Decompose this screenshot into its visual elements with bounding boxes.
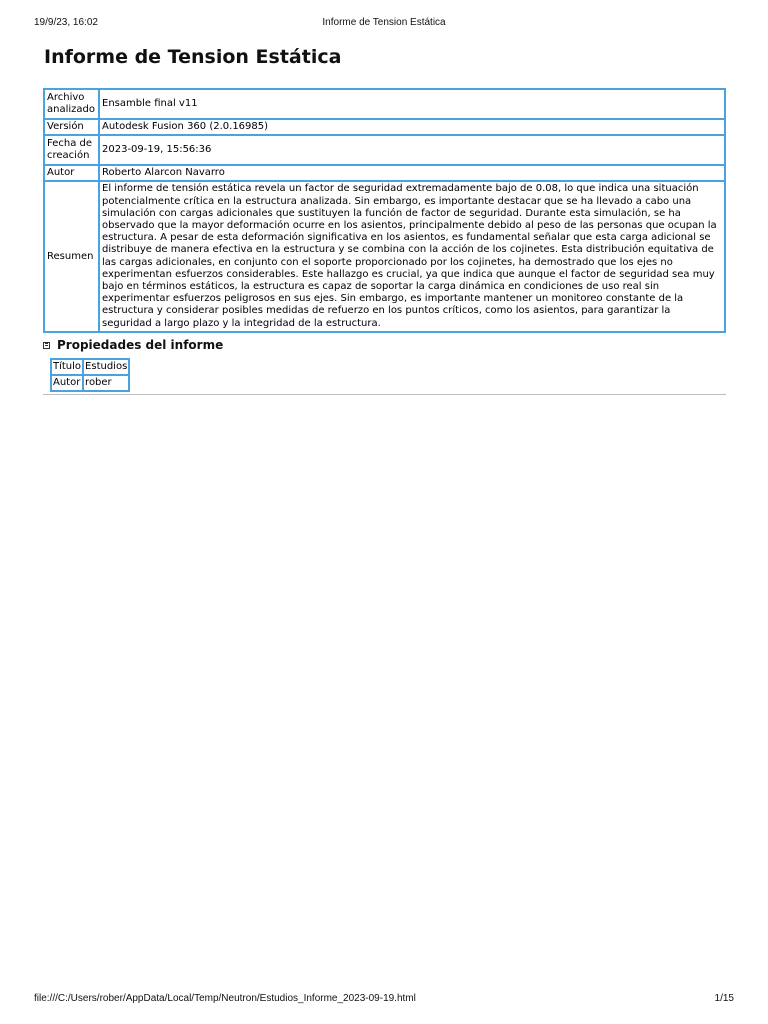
collapse-icon[interactable] <box>43 342 50 349</box>
table-row <box>51 375 129 391</box>
section-divider <box>43 394 726 395</box>
print-title: Informe de Tension Estática <box>322 17 446 28</box>
table-row <box>44 165 725 181</box>
table-row <box>51 359 129 375</box>
properties-table <box>50 358 130 392</box>
print-header <box>34 17 734 31</box>
table-row <box>44 119 725 135</box>
properties-section-header[interactable] <box>43 337 223 353</box>
report-title: Informe de Tension Estática <box>44 46 342 68</box>
table-row <box>44 135 725 165</box>
row-label-version: Versión <box>44 119 99 135</box>
row-value-archivo: Ensamble final v11 <box>99 89 725 119</box>
print-footer <box>34 993 734 1007</box>
row-label-archivo: Archivo analizado <box>44 89 99 119</box>
print-page-number: 1/15 <box>714 993 734 1004</box>
table-row <box>44 181 725 331</box>
row-value-fecha: 2023-09-19, 15:56:36 <box>99 135 725 165</box>
prop-value-autor: rober <box>83 375 129 391</box>
properties-heading: Propiedades del informe <box>57 338 224 352</box>
prop-label-autor: Autor <box>51 375 83 391</box>
prop-label-titulo: Título <box>51 359 83 375</box>
print-file-path: file:///C:/Users/rober/AppData/Local/Temp/Neutron/Estudios_Informe_2023-09-19.html <box>34 993 416 1004</box>
report-info-table <box>43 88 726 333</box>
row-label-resumen: Resumen <box>44 181 99 331</box>
prop-value-titulo: Estudios <box>83 359 129 375</box>
row-label-autor: Autor <box>44 165 99 181</box>
row-value-resumen: El informe de tensión estática revela un factor de seguridad extremadamente bajo de 0.08, lo que indica una situación potencialmente crítica en la estructura analizada. Sin embargo, es importante destacar que se ha llevado a cabo una simulación con cargas adicionales que sustituyen la función de factor de seguridad. Durante esta simulación, se ha observado que la mayor deformación ocurre en los asientos, principalmente debido al peso de las personas que ocupan la estructura. A pesar de esta deformación significativa en los asientos, es fundamental señalar que esta carga adicional se distribuye de manera efectiva en la estructura y se combina con la acción de los cojinetes. Esta distribución equitativa de las cargas adicionales, en conjunto con el soporte proporcionado por los cojinetes, ha demostrado que los ejes no experimentan esfuerzos considerables. Este hallazgo es crucial, ya que indica que aunque el factor de seguridad sea muy bajo en términos estáticos, la estructura es capaz de soportar la carga dinámica en condiciones de uso real sin experimentar esfuerzos peligrosos en sus ejes. Sin embargo, es importante mantener un monitoreo constante de la estructura y considerar posibles medidas de refuerzo en los puntos críticos, como los asientos, para garantizar la seguridad a largo plazo y la integridad de la estructura. <box>99 181 725 331</box>
table-row <box>44 89 725 119</box>
print-datetime: 19/9/23, 16:02 <box>34 17 98 28</box>
row-label-fecha: Fecha de creación <box>44 135 99 165</box>
row-value-autor: Roberto Alarcon Navarro <box>99 165 725 181</box>
row-value-version: Autodesk Fusion 360 (2.0.16985) <box>99 119 725 135</box>
